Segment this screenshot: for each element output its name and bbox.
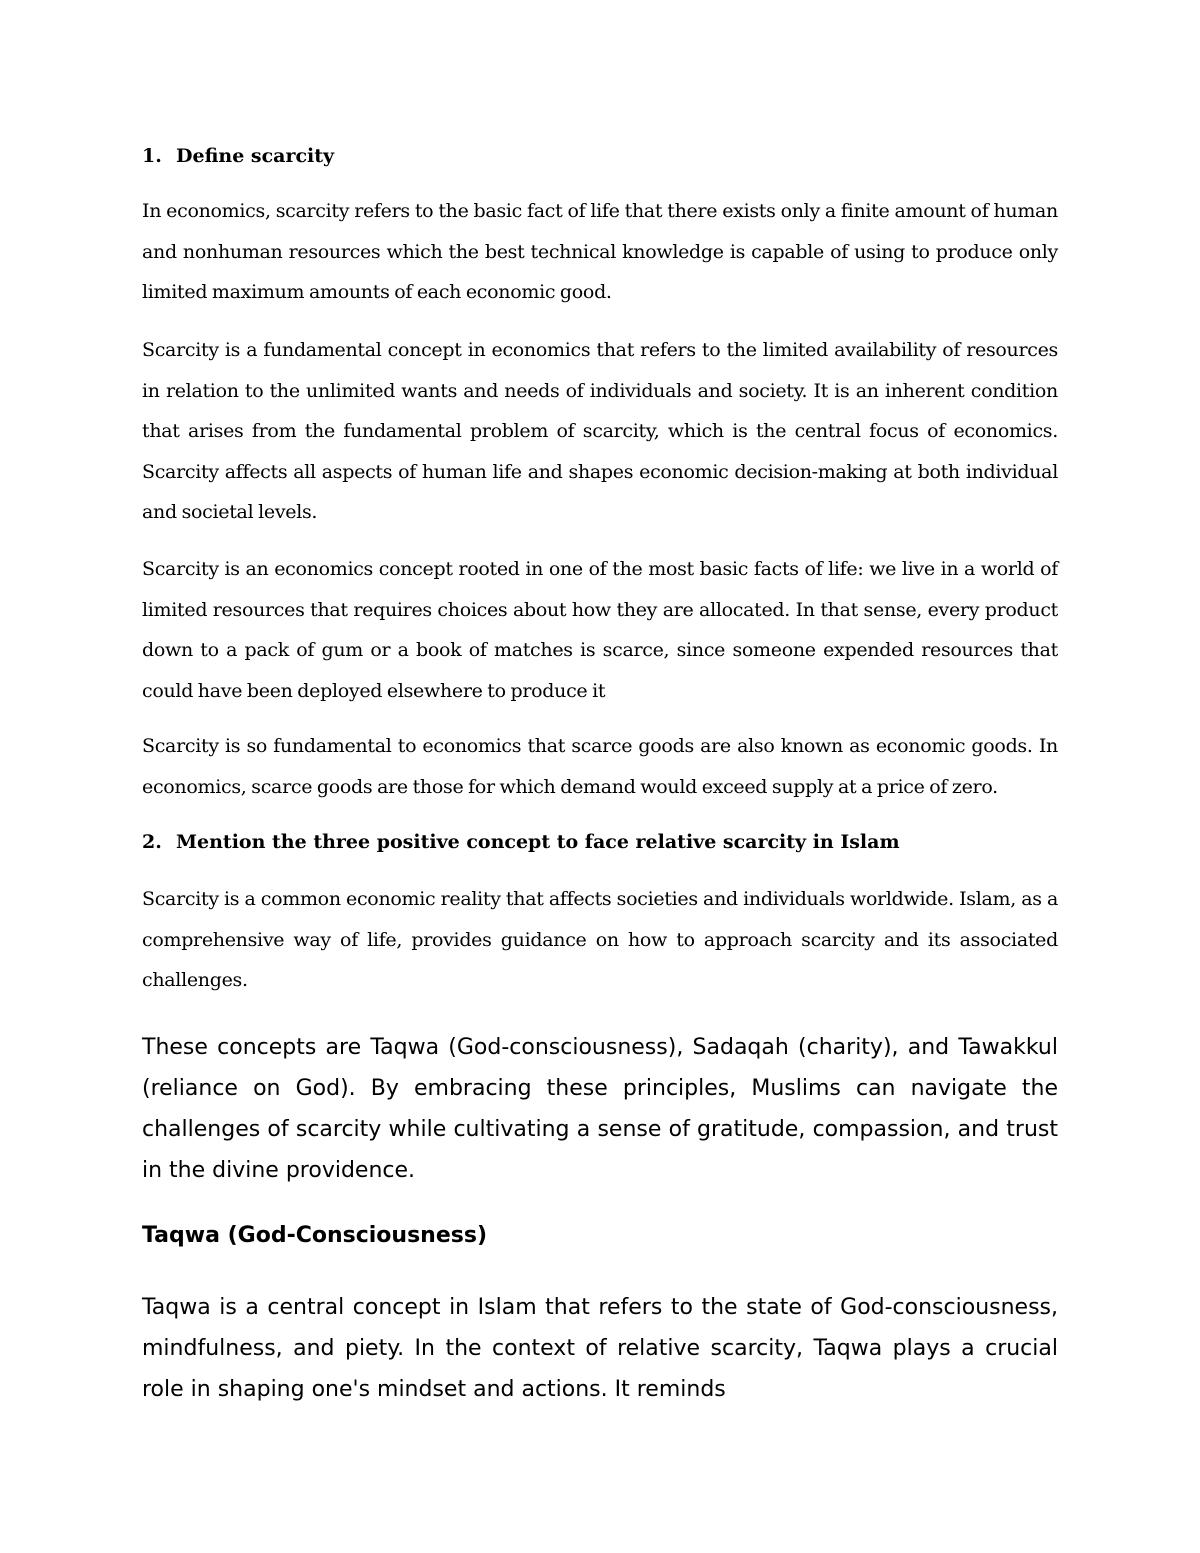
section-1-paragraph-2: Scarcity is a fundamental concept in economics that refers to the limited availability of resources in relation to the unlimited wants and needs of individuals and society. It is an inherent condition that arises from the fundamental problem of scarcity, which is the central focus of economics. Scarcity affects all aspects of human life and shapes economic decision-making at both individual and societal levels. <box>142 339 1058 523</box>
section-2-paragraph-1: Scarcity is a common economic reality that affects societies and individuals worldwide. Islam, as a comprehensive way of life, provides guidance on how to approach scarcity and its associated challenges. <box>142 888 1058 991</box>
section-2-number: 2. <box>142 831 162 853</box>
section-1-paragraph-1: In economics, scarcity refers to the basic fact of life that there exists only a finite amount of human and nonhuman resources which the best technical knowledge is capable of using to produce only limited maximum amounts of each economic good. <box>142 200 1058 303</box>
concepts-paragraph: These concepts are Taqwa (God-consciousness), Sadaqah (charity), and Tawakkul (reliance on God). By embracing these principles, Muslims can navigate the challenges of scarcity while cultivating a sense of gratitude, compassion, and trust in the divine providence. <box>142 1035 1058 1183</box>
section-1-paragraph-3: Scarcity is an economics concept rooted in one of the most basic facts of life: we live in a world of limited resources that requires choices about how they are allocated. In that sense, every product down to a pack of gum or a book of matches is scarce, since someone expended resources that could have been deployed elsewhere to produce it <box>142 558 1058 702</box>
section-1-paragraph-4: Scarcity is so fundamental to economics that scarce goods are also known as economic goods. In economics, scarce goods are those for which demand would exceed supply at a price of zero. <box>142 735 1058 798</box>
section-1-title: Define scarcity <box>176 145 335 167</box>
section-1-number: 1. <box>142 145 162 167</box>
taqwa-paragraph: Taqwa is a central concept in Islam that refers to the state of God-consciousness, mindfulness, and piety. In the context of relative scarcity, Taqwa plays a crucial role in shaping one's mindset and actions. It reminds <box>142 1295 1058 1402</box>
section-2-heading <box>142 831 900 853</box>
taqwa-heading: Taqwa (God-Consciousness) <box>142 1223 487 1248</box>
section-2-title: Mention the three positive concept to face relative scarcity in Islam <box>176 831 900 853</box>
section-1-heading <box>142 145 334 167</box>
